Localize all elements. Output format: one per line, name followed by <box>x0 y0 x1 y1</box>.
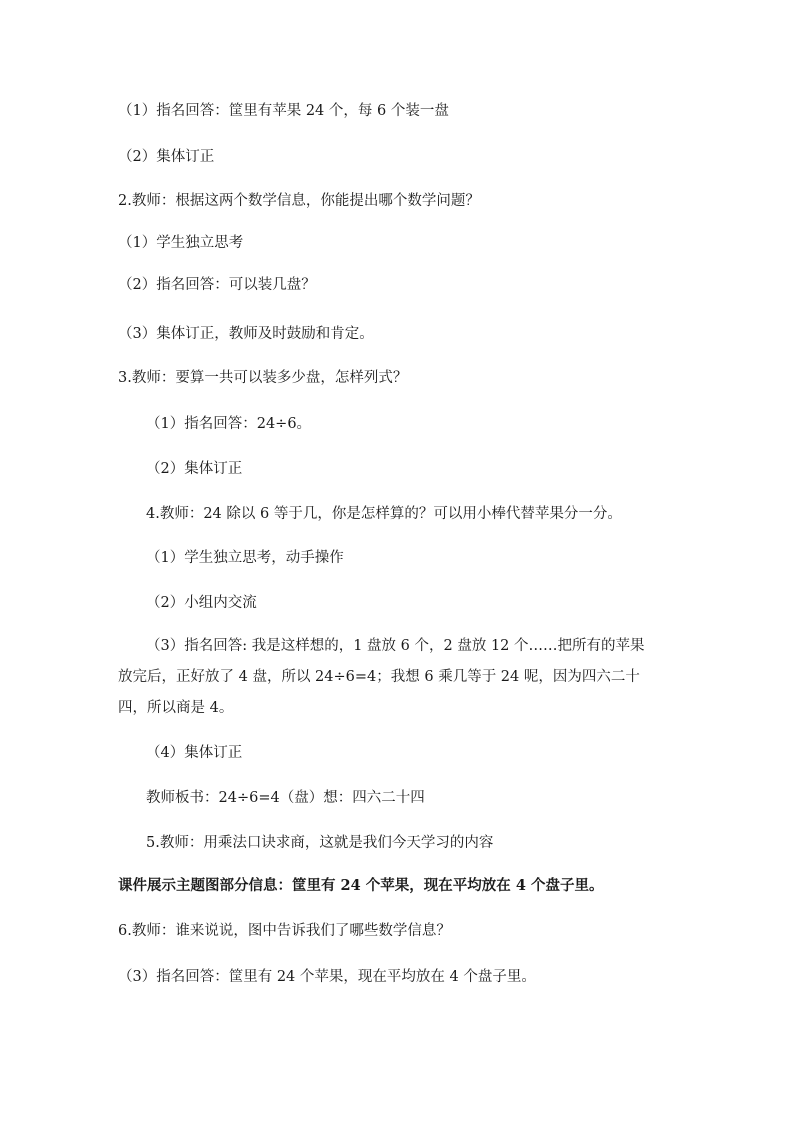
question-2: 2.教师：根据这两个数学信息，你能提出哪个数学问题？ <box>118 193 480 209</box>
answer-line-6: （3）指名回答：筐里有 24 个苹果，现在平均放在 4 个盘子里。 <box>118 969 536 985</box>
step-think-2: （1）学生独立思考，动手操作 <box>146 550 344 566</box>
answer-paragraph-line-1: （3）指名回答: 我是这样想的，1 盘放 6 个，2 盘放 12 个……把所有的苹果 <box>146 638 645 654</box>
question-4: 4.教师：24 除以 6 等于几，你是怎样算的？可以用小棒代替苹果分一分。 <box>146 506 622 522</box>
answer-line-2: （2）指名回答：可以装几盘？ <box>118 277 316 293</box>
step-think-1: （1）学生独立思考 <box>118 235 244 251</box>
board-writing: 教师板书：24÷6=4（盘）想：四六二十四 <box>146 790 425 806</box>
answer-paragraph-line-3: 四，所以商是 4。 <box>118 700 234 716</box>
answer-paragraph-line-2: 放完后，正好放了 4 盘，所以 24÷6=4；我想 6 乘几等于 24 呢，因为四六二十 <box>118 669 640 685</box>
correction-line-4: （4）集体订正 <box>146 745 243 761</box>
question-6: 6.教师：谁来说说，图中告诉我们了哪些数学信息？ <box>118 923 451 939</box>
question-3: 3.教师：要算一共可以装多少盘，怎样列式？ <box>118 370 408 386</box>
courseware-heading: 课件展示主题图部分信息：筐里有 24 个苹果，现在平均放在 4 个盘子里。 <box>118 877 604 894</box>
correction-line-1: （2）集体订正 <box>118 149 215 165</box>
question-5: 5.教师：用乘法口诀求商，这就是我们今天学习的内容 <box>146 835 494 851</box>
answer-line-1: （1）指名回答：筐里有苹果 24 个，每 6 个装一盘 <box>118 103 449 119</box>
correction-line-2: （3）集体订正，教师及时鼓励和肯定。 <box>118 326 374 342</box>
answer-paragraph <box>118 631 658 724</box>
correction-line-3: （2）集体订正 <box>146 461 243 477</box>
answer-line-3: （1）指名回答：24÷6。 <box>146 416 312 432</box>
group-discussion: （2）小组内交流 <box>146 595 257 611</box>
